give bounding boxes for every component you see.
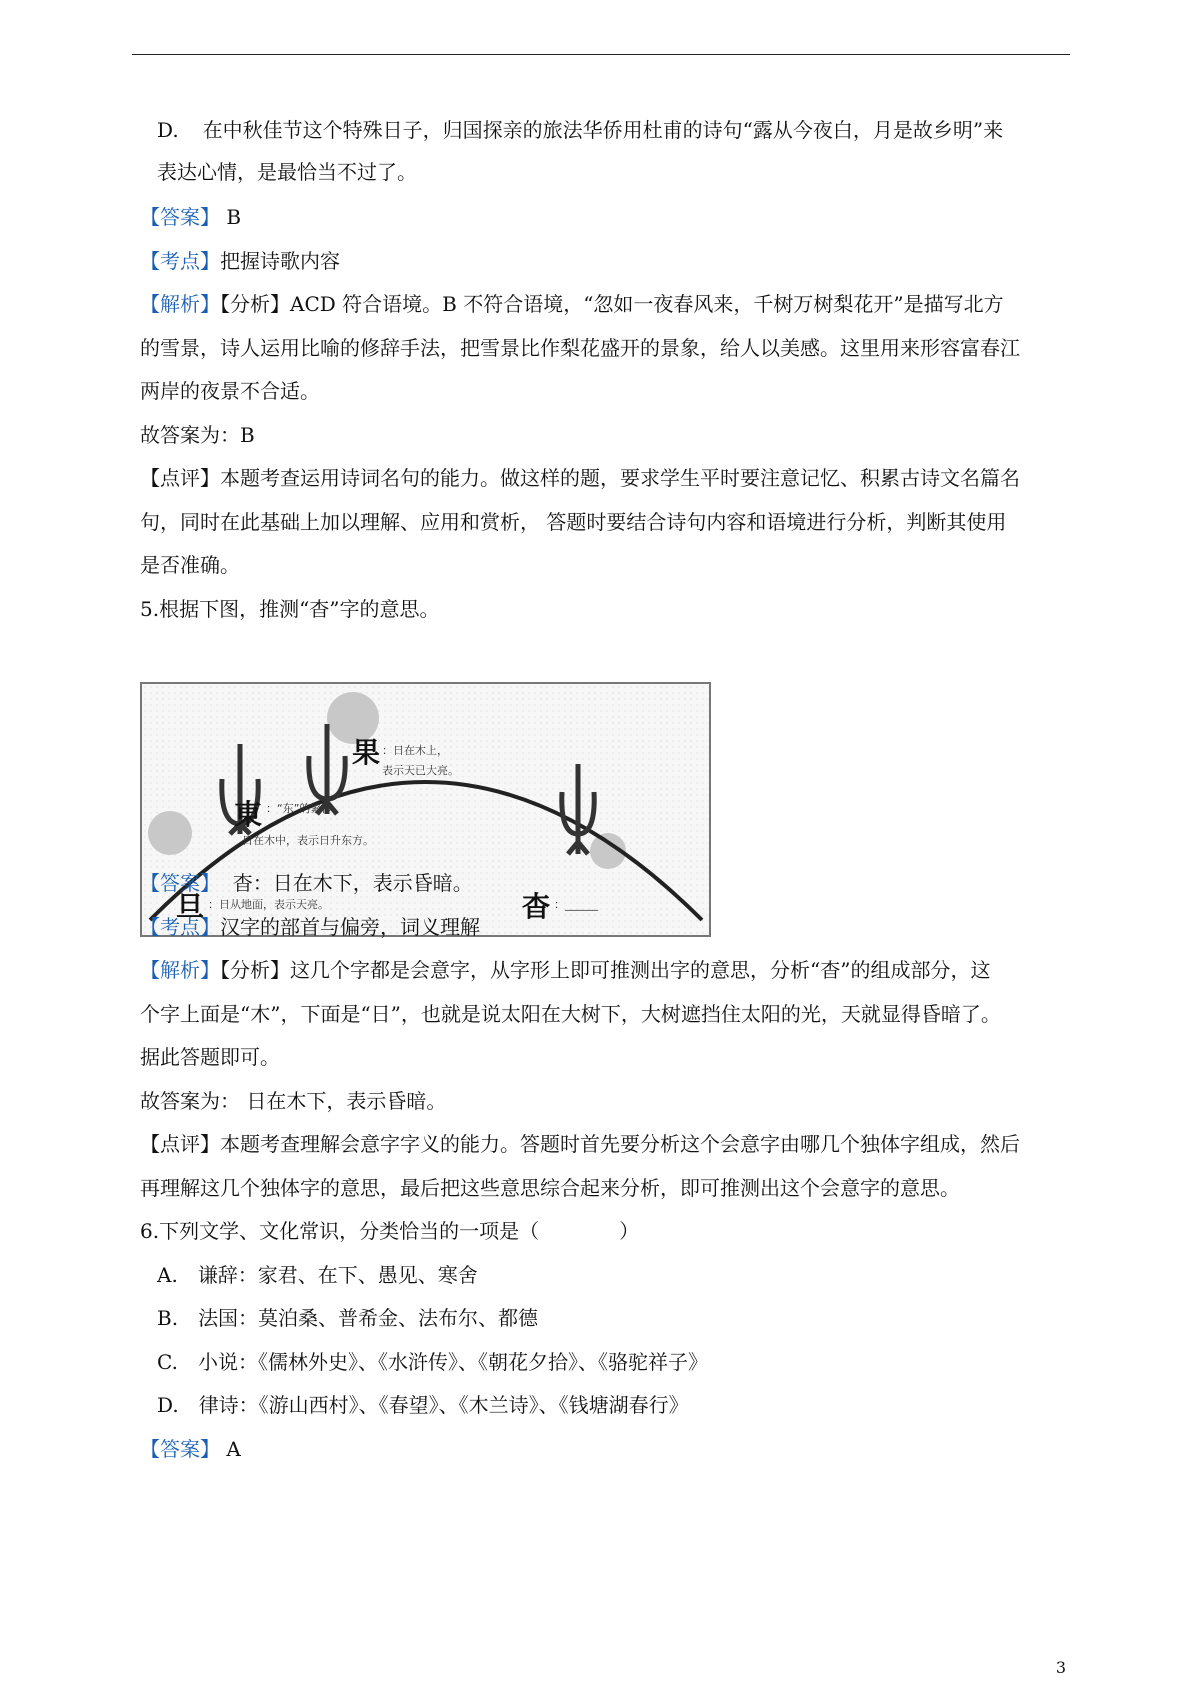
q4-analysis-line-2: 的雪景，诗人运用比喻的修辞手法，把雪景比作梨花盛开的景象，给人以美感。这里用来形容富春江	[140, 336, 1020, 360]
q6-answer	[140, 1437, 1070, 1461]
point-text: 把握诗歌内容	[220, 249, 340, 273]
analysis-tag: 【解析】	[140, 292, 220, 316]
q4-comment-line-2: 句，同时在此基础上加以理解、应用和赏析， 答题时要结合诗句内容和语境进行分析，判断其使用	[140, 510, 1007, 534]
page-number: 3	[1055, 1658, 1066, 1677]
analysis-text: 【分析】ACD 符合语境。B 不符合语境，“忽如一夜春风来，千树万树梨花开”是描写北方	[220, 292, 1004, 316]
option-text: 法国：莫泊桑、普希金、法布尔、都德	[198, 1306, 539, 1330]
option-d-continued: 表达心情，是最恰当不过了。	[157, 160, 417, 184]
yao-blank: ：______	[554, 898, 598, 911]
q5-conclusion: 故答案为： 日在木下，表示昏暗。	[140, 1089, 447, 1113]
q4-point	[140, 249, 1070, 273]
q5-answer	[140, 871, 1070, 895]
q4-comment-line-3: 是否准确。	[140, 553, 240, 577]
option-d	[157, 118, 1087, 142]
guo-note-2: 表示天已大亮。	[382, 764, 459, 777]
q5-point	[140, 915, 1070, 939]
option-label: A.	[157, 1263, 178, 1287]
char-yao: 杳	[522, 890, 551, 923]
char-dan: 旦	[176, 890, 205, 923]
character-evolution-figure	[140, 682, 711, 937]
dong-note-1: ：“东”的繁体，	[266, 802, 344, 815]
figure-drawing	[142, 684, 709, 935]
answer-tag: 【答案】	[140, 205, 220, 229]
q5-analysis-line-1	[140, 958, 1070, 982]
option-d-text: 在中秋佳节这个特殊日子，归国探亲的旅法华侨用杜甫的诗句“露从今夜白，月是故乡明”来	[202, 118, 1004, 142]
q5-comment-line-1: 【点评】本题考查理解会意字字义的能力。答题时首先要分析这个会意字由哪几个独体字组成，然后	[140, 1132, 1020, 1156]
sun-left-icon	[148, 811, 192, 855]
option-text: 小说：《儒林外史》、《水浒传》、《朝花夕拾》、《骆驼祥子》	[197, 1350, 708, 1374]
option-label: C.	[157, 1350, 178, 1374]
answer-tag: 【答案】	[140, 871, 220, 895]
option-label: D.	[157, 1393, 179, 1417]
q4-comment-line-1: 【点评】本题考查运用诗词名句的能力。做这样的题，要求学生平时要注意记忆、积累古诗文名篇名	[140, 466, 1020, 490]
q5-comment-line-2: 再理解这几个独体字的意思，最后把这些意思综合起来分析，即可推测出这个会意字的意思。	[140, 1176, 960, 1200]
option-text: 律诗：《游山西村》、《春望》、《木兰诗》、《钱塘湖春行》	[198, 1393, 689, 1417]
guo-note-1: ：日在木上，	[382, 744, 448, 757]
option-label: B.	[157, 1306, 179, 1330]
q5-analysis-line-2: 个字上面是“木”，下面是“日”，也就是说太阳在大树下，大树遮挡住太阳的光，天就显得昏暗了。	[140, 1002, 1001, 1026]
point-tag: 【考点】	[140, 915, 220, 939]
char-guo: 果	[352, 736, 381, 769]
analysis-tag: 【解析】	[140, 958, 220, 982]
analysis-text: 【分析】这几个字都是会意字，从字形上即可推测出字的意思，分析“杳”的组成部分，这	[220, 958, 991, 982]
q4-analysis-line-1	[140, 292, 1070, 316]
dong-note-2: 日在木中，表示日升东方。	[242, 834, 374, 847]
option-text: 谦辞：家君、在下、愚见、寒舍	[197, 1263, 478, 1287]
point-text: 汉字的部首与偏旁，词义理解	[220, 915, 480, 939]
q6-stem: 6.下列文学、文化常识，分类恰当的一项是（ ）	[140, 1219, 640, 1243]
q6-option-c	[157, 1350, 1087, 1374]
char-dong: 東	[234, 798, 263, 831]
q6-option-d	[157, 1393, 1087, 1417]
answer-tag: 【答案】	[140, 1437, 220, 1461]
q5-stem: 5.根据下图，推测“杳”字的意思。	[140, 597, 440, 621]
option-d-label: D.	[157, 118, 179, 142]
point-tag: 【考点】	[140, 249, 220, 273]
answer-value: B	[226, 205, 242, 229]
q5-analysis-line-3: 据此答题即可。	[140, 1045, 280, 1069]
q4-answer	[140, 205, 1070, 229]
q4-conclusion: 故答案为：B	[140, 423, 255, 447]
q6-option-a	[157, 1263, 1087, 1287]
answer-value: A	[226, 1437, 241, 1461]
q4-analysis-line-3: 两岸的夜景不合适。	[140, 379, 320, 403]
header-rule	[132, 54, 1070, 55]
q6-option-b	[157, 1306, 1087, 1330]
dan-note: ：日从地面，表示天亮。	[208, 898, 329, 911]
answer-text: 杳：日在木下，表示昏暗。	[232, 871, 473, 895]
